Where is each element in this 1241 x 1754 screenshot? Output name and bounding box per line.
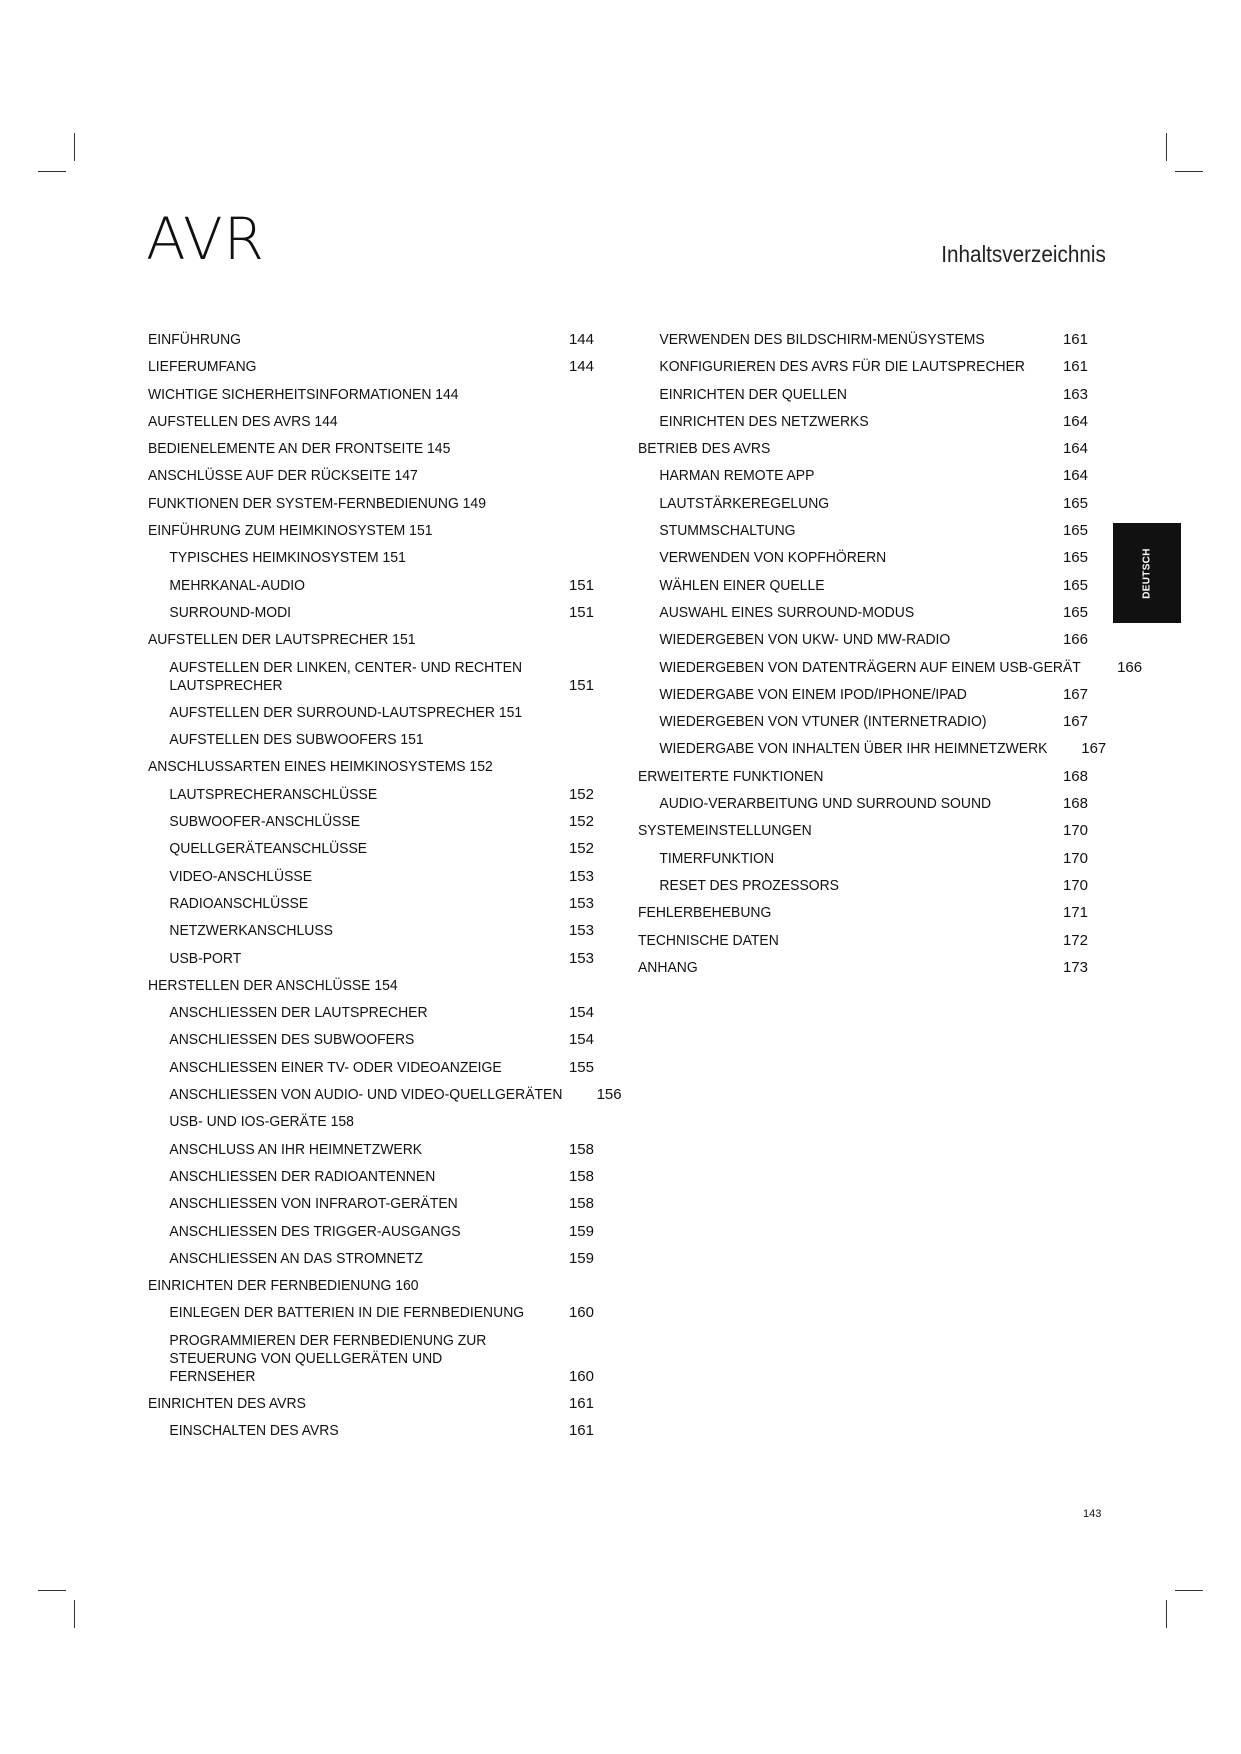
toc-entry-title: FEHLERBEHEBUNG	[638, 904, 772, 922]
toc-entry[interactable]	[638, 658, 1143, 677]
toc-entry-title: AUFSTELLEN DER LINKEN, CENTER- UND RECHTEN LAUTSPRECHER	[169, 658, 523, 694]
toc-entry-page: 151	[568, 603, 594, 621]
toc-entry-title: KONFIGURIEREN DES AVRS FÜR DIE LAUTSPRECHER	[659, 358, 1025, 376]
toc-entry-page: 153	[568, 894, 594, 912]
toc-entry-title: BEDIENELEMENTE AN DER FRONTSEITE 145	[148, 440, 451, 458]
toc-entry-title: EINFÜHRUNG	[148, 331, 241, 348]
toc-entry-title: SUBWOOFER-ANSCHLÜSSE	[169, 813, 361, 831]
toc-entry-page: 161	[1062, 358, 1088, 376]
toc-entry-page: 164	[1062, 467, 1088, 485]
toc-entry[interactable]	[638, 467, 1088, 485]
toc-entry-title: EINRICHTEN DER FERNBEDIENUNG 160	[148, 1277, 419, 1295]
toc-entry-title: LIEFERUMFANG	[148, 358, 257, 376]
toc-entry-page: 160	[568, 1367, 594, 1385]
toc-entry-page: 170	[1062, 849, 1088, 867]
toc-entry-page: 158	[568, 1140, 594, 1158]
toc-entry-page: 166	[1117, 658, 1143, 676]
toc-entry[interactable]	[638, 604, 1088, 622]
toc-entry-page: 167	[1062, 685, 1088, 703]
toc-entry-title: VIDEO-ANSCHLÜSSE	[169, 867, 313, 885]
toc-entry-title: WIEDERGEBEN VON VTUNER (INTERNETRADIO)	[659, 713, 987, 731]
crop-mark	[38, 171, 66, 172]
toc-entry[interactable]	[148, 1422, 594, 1440]
toc-entry-page: 170	[1062, 876, 1088, 894]
toc-entry[interactable]	[148, 895, 594, 913]
toc-entry-title: MEHRKANAL-AUDIO	[169, 576, 306, 594]
toc-entry-title: VERWENDEN VON KOPFHÖRERN	[659, 549, 887, 567]
toc-entry-title: ANSCHLUSS AN IHR HEIMNETZWERK	[169, 1140, 423, 1158]
toc-entry-page: 144	[568, 331, 594, 348]
toc-entry[interactable]	[148, 440, 594, 458]
toc-entry-page: 161	[568, 1422, 594, 1440]
toc-entry[interactable]	[148, 868, 594, 886]
toc-entry-page: 156	[596, 1086, 622, 1104]
toc-entry-page: 158	[568, 1195, 594, 1213]
toc-entry[interactable]	[148, 358, 594, 376]
toc-entry-page: 166	[1062, 631, 1088, 649]
toc-entry-page: 153	[568, 949, 594, 967]
toc-entry-title: WIEDERGABE VON INHALTEN ÜBER IHR HEIMNETZWERK	[659, 740, 1048, 758]
toc-entry-title: USB-PORT	[169, 949, 242, 967]
toc-entry[interactable]	[148, 1004, 594, 1022]
toc-entry-title: EINFÜHRUNG ZUM HEIMKINOSYSTEM 151	[148, 522, 433, 540]
toc-entry-page: 161	[568, 1394, 594, 1412]
toc-entry[interactable]	[148, 604, 594, 622]
crop-mark	[1166, 133, 1167, 161]
toc-entry[interactable]	[148, 631, 594, 649]
toc-entry-page: 152	[568, 840, 594, 858]
toc-entry-title: EINRICHTEN DER QUELLEN	[659, 385, 847, 403]
toc-entry-title: WIEDERGABE VON EINEM IPOD/IPHONE/IPAD	[659, 685, 967, 703]
toc-entry[interactable]	[148, 1086, 622, 1104]
toc-entry[interactable]	[638, 549, 1088, 567]
toc-entry-page: 153	[568, 922, 594, 940]
toc-entry-title: EINSCHALTEN DES AVRS	[169, 1422, 339, 1440]
toc-entry-title: AUFSTELLEN DES SUBWOOFERS 151	[169, 731, 424, 749]
toc-entry-page: 165	[1062, 603, 1088, 621]
toc-entry-title: ANSCHLIESSEN DER RADIOANTENNEN	[169, 1167, 436, 1185]
toc-entry-page: 152	[568, 813, 594, 831]
crop-mark	[1166, 1600, 1167, 1628]
toc-entry-title: ANHANG	[638, 958, 698, 976]
toc-entry-page: 159	[568, 1222, 594, 1240]
toc-entry[interactable]	[638, 522, 1088, 540]
page-number: 143	[1083, 1508, 1102, 1520]
toc-entry-page: 144	[568, 358, 594, 376]
toc-entry-page: 160	[568, 1304, 594, 1322]
toc-entry-title: EINRICHTEN DES NETZWERKS	[659, 412, 869, 430]
toc-entry[interactable]	[638, 495, 1088, 513]
toc-entry-title: WIEDERGEBEN VON UKW- UND MW-RADIO	[659, 631, 951, 649]
toc-entry-title: ANSCHLUSSARTEN EINES HEIMKINOSYSTEMS 152	[148, 758, 493, 776]
toc-entry-title: TECHNISCHE DATEN	[638, 931, 779, 949]
toc-entry[interactable]	[148, 522, 594, 540]
toc-entry[interactable]	[638, 904, 1088, 922]
toc-entry-title: ANSCHLIESSEN VON INFRAROT-GERÄTEN	[169, 1195, 458, 1213]
toc-entry[interactable]	[638, 822, 1088, 840]
toc-entry-title: NETZWERKANSCHLUSS	[169, 922, 333, 940]
toc-entry-title: ANSCHLIESSEN DES TRIGGER-AUSGANGS	[169, 1222, 461, 1240]
crop-mark	[38, 1590, 66, 1591]
toc-entry[interactable]	[148, 1332, 594, 1386]
toc-entry-title: AUFSTELLEN DER SURROUND-LAUTSPRECHER 151	[169, 703, 523, 721]
toc-entry-title: ERWEITERTE FUNKTIONEN	[638, 767, 824, 785]
toc-entry-page: 164	[1062, 440, 1088, 458]
toc-entry-title: AUFSTELLEN DER LAUTSPRECHER 151	[148, 631, 416, 649]
toc-entry-title: ANSCHLIESSEN EINER TV- ODER VIDEOANZEIGE	[169, 1058, 502, 1076]
toc-entry-page: 165	[1062, 576, 1088, 594]
toc-entry[interactable]	[638, 877, 1088, 895]
crop-mark	[1175, 171, 1203, 172]
toc-entry-title: EINRICHTEN DES AVRS	[148, 1394, 306, 1412]
toc-entry[interactable]	[638, 768, 1088, 786]
toc-entry[interactable]	[638, 932, 1088, 950]
toc-entry-title: RADIOANSCHLÜSSE	[169, 894, 309, 912]
toc-entry-title: WICHTIGE SICHERHEITSINFORMATIONEN 144	[148, 385, 459, 403]
toc-entry[interactable]	[148, 922, 594, 940]
toc-entry[interactable]	[148, 495, 594, 513]
toc-entry-title: ANSCHLIESSEN DER LAUTSPRECHER	[169, 1004, 428, 1022]
toc-entry-page: 151	[568, 576, 594, 594]
toc-entry[interactable]	[148, 1395, 594, 1413]
toc-entry[interactable]	[638, 740, 1107, 758]
toc-entry-title: QUELLGERÄTEANSCHLÜSSE	[169, 840, 368, 858]
toc-entry-page: 163	[1062, 385, 1088, 403]
toc-entry[interactable]	[148, 1059, 594, 1077]
toc-entry-page: 168	[1062, 767, 1088, 785]
toc-entry-title: ANSCHLIESSEN AN DAS STROMNETZ	[169, 1249, 423, 1267]
toc-entry-title: HARMAN REMOTE APP	[659, 467, 815, 485]
toc-entry-title: WÄHLEN EINER QUELLE	[659, 576, 825, 594]
toc-entry[interactable]	[148, 1031, 594, 1049]
toc-entry[interactable]	[638, 386, 1088, 404]
toc-entry[interactable]	[638, 440, 1088, 458]
toc-entry-page: 158	[568, 1167, 594, 1185]
toc-entry-title: FUNKTIONEN DER SYSTEM-FERNBEDIENUNG 149	[148, 494, 486, 512]
toc-entry-title: AUSWAHL EINES SURROUND-MODUS	[659, 603, 915, 621]
toc-entry[interactable]	[148, 386, 594, 404]
language-tab-label: DEUTSCH	[1141, 547, 1153, 599]
toc-entry[interactable]	[148, 331, 594, 349]
toc-entry[interactable]	[148, 549, 594, 567]
toc-entry[interactable]	[148, 577, 594, 595]
toc-entry[interactable]	[148, 840, 594, 858]
toc-entry-title: SYSTEMEINSTELLUNGEN	[638, 822, 812, 840]
toc-entry[interactable]	[638, 850, 1088, 868]
toc-entry-title: LAUTSTÄRKEREGELUNG	[659, 494, 830, 512]
toc-entry-title: USB- UND IOS-GERÄTE 158	[169, 1113, 354, 1131]
toc-entry-page: 154	[568, 1004, 594, 1022]
toc-entry[interactable]	[148, 1277, 594, 1295]
toc-entry-title: EINLEGEN DER BATTERIEN IN DIE FERNBEDIENUNG	[169, 1304, 525, 1322]
toc-entry-page: 165	[1062, 549, 1088, 567]
toc-entry-page: 165	[1062, 494, 1088, 512]
toc-entry[interactable]	[148, 1250, 594, 1268]
toc-entry-title: BETRIEB DES AVRS	[638, 440, 771, 458]
toc-entry[interactable]	[148, 758, 594, 776]
toc-entry[interactable]	[148, 1168, 594, 1186]
toc-entry-title: WIEDERGEBEN VON DATENTRÄGERN AUF EINEM USB-GERÄT	[659, 658, 1081, 676]
toc-entry-page: 165	[1062, 522, 1088, 540]
toc-entry[interactable]	[148, 731, 594, 749]
toc-entry[interactable]	[148, 1113, 594, 1131]
toc-entry[interactable]	[638, 959, 1088, 977]
toc-entry[interactable]	[638, 358, 1088, 376]
toc-entry[interactable]	[638, 631, 1088, 649]
toc-entry[interactable]	[638, 795, 1088, 813]
toc-entry-title: STUMMSCHALTUNG	[659, 522, 796, 540]
toc-entry-page: 152	[568, 785, 594, 803]
toc-entry-title: VERWENDEN DES BILDSCHIRM-MENÜSYSTEMS	[659, 331, 985, 348]
toc-right-column	[638, 331, 1143, 986]
toc-entry-title: TYPISCHES HEIMKINOSYSTEM 151	[169, 549, 406, 567]
language-tab	[1113, 523, 1181, 623]
toc-entry-page: 153	[568, 867, 594, 885]
crop-mark	[1175, 1590, 1203, 1591]
toc-entry-page: 168	[1062, 795, 1088, 813]
toc-entry-page: 161	[1062, 331, 1088, 348]
toc-entry-page: 155	[568, 1058, 594, 1076]
toc-entry-page: 173	[1062, 958, 1088, 976]
toc-entry-title: RESET DES PROZESSORS	[659, 876, 839, 894]
toc-entry-title: AUFSTELLEN DES AVRS 144	[148, 412, 338, 430]
toc-entry[interactable]	[148, 659, 594, 695]
toc-entry[interactable]	[148, 1223, 594, 1241]
page-title: Inhaltsverzeichnis	[941, 241, 1106, 267]
toc-entry-page: 164	[1062, 412, 1088, 430]
toc-entry[interactable]	[148, 950, 594, 968]
toc-entry[interactable]	[638, 331, 1088, 349]
toc-entry-page: 172	[1062, 931, 1088, 949]
toc-entry[interactable]	[148, 1304, 594, 1322]
toc-entry-page: 154	[568, 1031, 594, 1049]
crop-mark	[74, 133, 75, 161]
toc-entry-page: 167	[1062, 713, 1088, 731]
toc-entry[interactable]	[148, 1195, 594, 1213]
toc-entry-title: ANSCHLIESSEN DES SUBWOOFERS	[169, 1031, 415, 1049]
avr-logo: AVR	[146, 205, 265, 273]
toc-entry[interactable]	[148, 1141, 594, 1159]
toc-entry[interactable]	[148, 977, 594, 995]
crop-mark	[74, 1600, 75, 1628]
toc-entry[interactable]	[148, 786, 594, 804]
toc-entry-title: PROGRAMMIEREN DER FERNBEDIENUNG ZUR STEUERUNG VON QUELLGERÄTEN UND FERNSEHER	[169, 1331, 487, 1385]
toc-entry-page: 170	[1062, 822, 1088, 840]
toc-entry-title: LAUTSPRECHERANSCHLÜSSE	[169, 785, 378, 803]
toc-entry[interactable]	[638, 413, 1088, 431]
toc-entry[interactable]	[638, 713, 1088, 731]
toc-entry[interactable]	[638, 577, 1088, 595]
toc-entry-page: 171	[1062, 904, 1088, 922]
toc-entry-page: 167	[1081, 740, 1107, 758]
toc-entry-title: ANSCHLIESSEN VON AUDIO- UND VIDEO-QUELLGERÄTEN	[169, 1086, 563, 1104]
toc-entry-title: HERSTELLEN DER ANSCHLÜSSE 154	[148, 976, 398, 994]
toc-entry-title: SURROUND-MODI	[169, 603, 292, 621]
toc-entry[interactable]	[148, 467, 594, 485]
toc-entry[interactable]	[148, 813, 594, 831]
toc-entry[interactable]	[638, 686, 1088, 704]
toc-entry-title: ANSCHLÜSSE AUF DER RÜCKSEITE 147	[148, 467, 418, 485]
toc-entry-title: TIMERFUNKTION	[659, 849, 775, 867]
toc-entry[interactable]	[148, 413, 594, 431]
toc-entry-page: 151	[568, 676, 594, 694]
toc-entry-title: AUDIO-VERARBEITUNG UND SURROUND SOUND	[659, 795, 992, 813]
toc-entry-page: 159	[568, 1249, 594, 1267]
toc-entry[interactable]	[148, 704, 594, 722]
toc-left-column	[148, 331, 622, 1450]
